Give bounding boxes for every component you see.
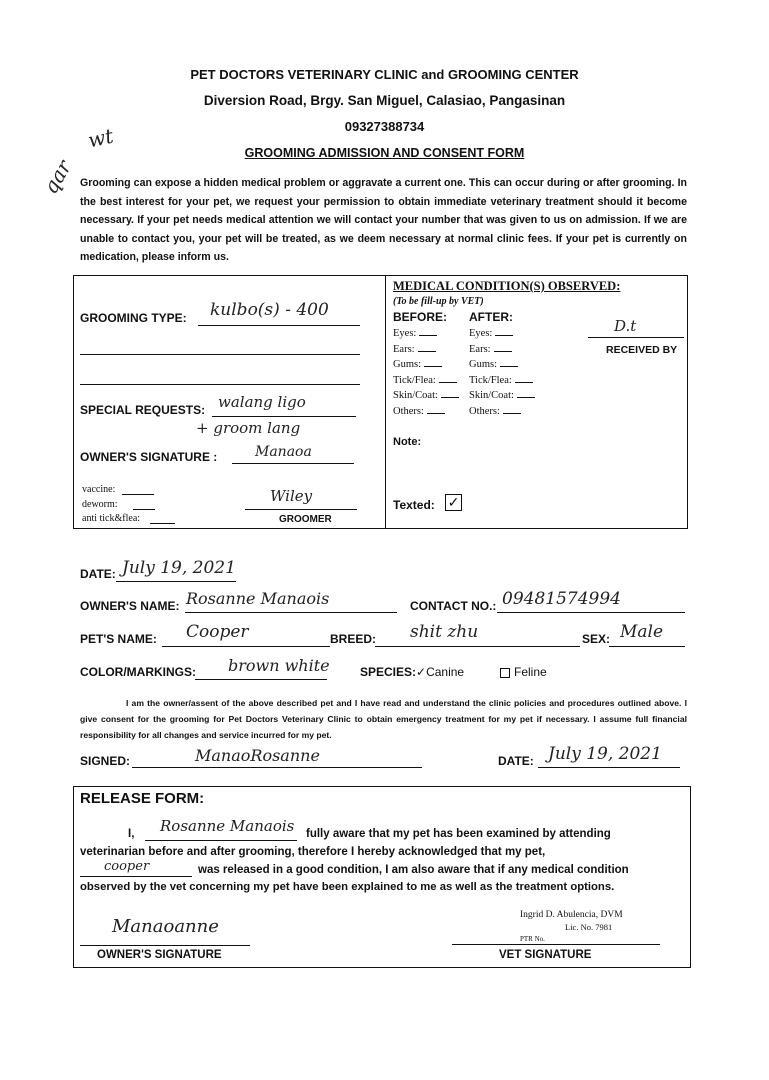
pet-name-line	[162, 646, 330, 647]
date-line	[116, 581, 236, 582]
consent-text: I am the owner/assent of the above described pet and I have read and understand the clinic policies and procedures outlined above. I give consent for the grooming for Pet Doctors Veterinary Clinic to obtain emergency treatment for my pet if necessary. I assume full financial responsibility for all changes and service incurred for my pet.	[80, 698, 687, 740]
release-text-1: fully aware that my pet has been examined by attending	[306, 828, 611, 840]
pet-name-label: PET'S NAME:	[80, 632, 157, 646]
before-item[interactable]	[393, 344, 459, 360]
clinic-address: Diversion Road, Brgy. San Miguel, Calasiao, Pangasinan	[203, 93, 566, 108]
color-label: COLOR/MARKINGS:	[80, 665, 196, 679]
grooming-type-line	[198, 325, 360, 326]
color-value[interactable]: brown white	[228, 656, 330, 675]
owner-signature-line	[232, 463, 354, 464]
groomer-line	[245, 509, 357, 510]
sex-label: SEX:	[582, 632, 611, 646]
intro-paragraph: Grooming can expose a hidden medical problem or aggravate a current one. This can occur during or after grooming. In the best interest for your pet, we request your permission to obtain immediate veterinary treatment should it become necessary. If your pet needs medical attention we will contact your number that was given to us on admission. If we are unable to contact you, your pet will be treated, as we deem necessary at normal clinic fees. If your pet is currently on medication, please inform us.	[80, 177, 687, 263]
sex-value[interactable]: Male	[620, 622, 664, 642]
checklist-item-label: Skin/Coat:	[393, 390, 438, 401]
breed-label: BREED:	[330, 632, 377, 646]
clinic-phone: 09327388734	[344, 119, 425, 134]
consent-date-value[interactable]: July 19, 2021	[548, 744, 662, 764]
checklist-item-label: Skin/Coat:	[469, 390, 514, 401]
owner-signature-line-release	[80, 945, 250, 946]
signed-value[interactable]: ManaoRosanne	[195, 746, 320, 765]
consent-date-label: DATE:	[498, 754, 534, 768]
vet-stamp-lic: Lic. No. 7981	[565, 922, 613, 932]
contact-label: CONTACT NO.:	[410, 599, 497, 613]
deworm-label: deworm:	[82, 499, 118, 510]
before-item[interactable]	[393, 406, 459, 422]
received-by-line	[588, 337, 684, 338]
release-owner-line	[145, 840, 297, 841]
release-owner-sig-label: OWNER'S SIGNATURE	[97, 949, 222, 961]
received-by-value[interactable]: D.t	[614, 317, 637, 335]
box-divider	[385, 275, 386, 528]
checklist-item-label: Tick/Flea:	[469, 374, 512, 386]
blank-line-2	[80, 384, 360, 385]
release-pet-line	[80, 876, 192, 877]
after-label: AFTER:	[469, 310, 513, 324]
vet-stamp-name: Ingrid D. Abulencia, DVM	[520, 910, 623, 920]
checklist-item-label: Gums:	[393, 359, 422, 370]
vet-fill-note: (To be fill-up by VET)	[393, 296, 484, 307]
vet-signature-label: VET SIGNATURE	[499, 949, 592, 961]
checklist-item-line	[495, 335, 513, 336]
after-item[interactable]	[469, 328, 535, 344]
consent-date-line	[538, 767, 680, 768]
species-canine-label: Canine	[426, 665, 465, 679]
checklist-item-line	[503, 413, 521, 414]
checklist-item-line	[515, 382, 533, 383]
owner-signature-value[interactable]: Manaoa	[255, 444, 312, 460]
checklist-item-label: Others:	[393, 405, 424, 417]
special-requests-value-2[interactable]: + groom lang	[196, 419, 301, 437]
color-line	[195, 679, 327, 680]
pet-name-value[interactable]: Cooper	[186, 622, 249, 642]
release-text-2: veterinarian before and after grooming, therefore I hereby acknowledged that my pet,	[80, 846, 546, 858]
groomer-signature[interactable]: Wiley	[270, 487, 313, 505]
release-owner-name[interactable]: Rosanne Manaois	[160, 817, 295, 835]
special-requests-label: SPECIAL REQUESTS:	[80, 403, 206, 417]
sex-line	[609, 646, 685, 647]
blank-line-1	[80, 354, 360, 355]
species-canine-option[interactable]	[416, 665, 464, 679]
release-title: RELEASE FORM:	[80, 790, 205, 807]
checklist-item-label: Ears:	[393, 343, 415, 355]
after-item[interactable]	[469, 390, 535, 406]
owner-name-value[interactable]: Rosanne Manaois	[186, 589, 330, 608]
margin-note-wt: wt	[85, 123, 116, 153]
checklist-item-label: Ears:	[469, 343, 491, 355]
after-list	[469, 328, 535, 421]
vaccine-line	[122, 494, 154, 495]
checklist-item-line	[517, 397, 535, 398]
checklist-item-line	[439, 382, 457, 383]
feline-checkbox-icon	[500, 668, 510, 678]
checklist-item-label: Gums:	[469, 359, 498, 370]
form-title: GROOMING ADMISSION AND CONSENT FORM	[244, 146, 525, 160]
before-item[interactable]	[393, 328, 459, 344]
checklist-item-label: Others:	[469, 405, 500, 417]
special-requests-value-1[interactable]: walang ligo	[218, 393, 306, 411]
canine-check-icon: ✓	[416, 665, 427, 679]
note-label: Note:	[393, 436, 422, 448]
before-list	[393, 328, 459, 421]
release-owner-signature[interactable]: Manaoanne	[112, 916, 219, 937]
after-item[interactable]	[469, 344, 535, 360]
species-label: SPECIES:	[360, 665, 417, 679]
breed-line	[375, 646, 580, 647]
release-i-label: I,	[128, 828, 135, 840]
release-text-3: was released in a good condition, I am also aware that if any medical condition	[198, 864, 629, 876]
vaccine-label: vaccine:	[82, 484, 116, 495]
antitick-line	[150, 523, 175, 524]
before-item[interactable]	[393, 390, 459, 406]
signed-label: SIGNED:	[80, 754, 131, 768]
contact-value[interactable]: 09481574994	[502, 589, 621, 609]
vet-stamp-ptr: PTR No.	[520, 935, 545, 943]
checklist-item-line	[418, 351, 436, 352]
vet-signature-line	[452, 944, 660, 945]
release-box	[73, 786, 691, 968]
signed-line	[132, 767, 422, 768]
texted-checkbox[interactable]: ✓	[445, 494, 462, 511]
deworm-line	[133, 509, 155, 510]
breed-value[interactable]: shit zhu	[410, 622, 479, 642]
groomer-label: GROOMER	[279, 514, 332, 525]
medical-title: MEDICAL CONDITION(S) OBSERVED:	[393, 279, 621, 293]
before-label: BEFORE:	[393, 310, 447, 324]
checklist-item-line	[494, 351, 512, 352]
checklist-item-line	[419, 335, 437, 336]
species-feline-label: Feline	[514, 665, 547, 679]
checklist-item-line	[441, 397, 459, 398]
clinic-name: PET DOCTORS VETERINARY CLINIC and GROOMING CENTER	[190, 67, 579, 82]
date-value[interactable]: July 19, 2021	[122, 558, 236, 578]
after-item[interactable]	[469, 406, 535, 422]
release-text-4: observed by the vet concerning my pet have been explained to me as well as the treatment options.	[80, 881, 615, 893]
after-item[interactable]	[469, 375, 535, 391]
received-by-label: RECEIVED BY	[606, 344, 678, 356]
checklist-item-line	[500, 366, 518, 367]
grooming-type-label: GROOMING TYPE:	[80, 311, 187, 325]
release-pet-name[interactable]: cooper	[104, 859, 150, 874]
special-requests-line	[212, 416, 356, 417]
antitick-label: anti tick&flea:	[82, 513, 141, 524]
owner-name-line	[185, 612, 397, 613]
contact-line	[497, 612, 685, 613]
checklist-item-line	[427, 413, 445, 414]
checklist-item-line	[424, 366, 442, 367]
date-label: DATE:	[80, 567, 116, 581]
before-item[interactable]	[393, 375, 459, 391]
margin-note-qar: qar	[38, 156, 77, 198]
checklist-item-label: Eyes:	[469, 328, 493, 339]
checklist-item-label: Tick/Flea:	[393, 374, 436, 386]
before-item[interactable]	[393, 359, 459, 375]
species-feline-option[interactable]	[500, 665, 547, 679]
owner-signature-label: OWNER'S SIGNATURE :	[80, 450, 218, 464]
owner-name-label: OWNER'S NAME:	[80, 599, 180, 613]
after-item[interactable]	[469, 359, 535, 375]
checklist-item-label: Eyes:	[393, 328, 417, 339]
texted-label: Texted:	[393, 498, 435, 512]
grooming-type-value[interactable]: kulbo(s) - 400	[210, 300, 329, 320]
